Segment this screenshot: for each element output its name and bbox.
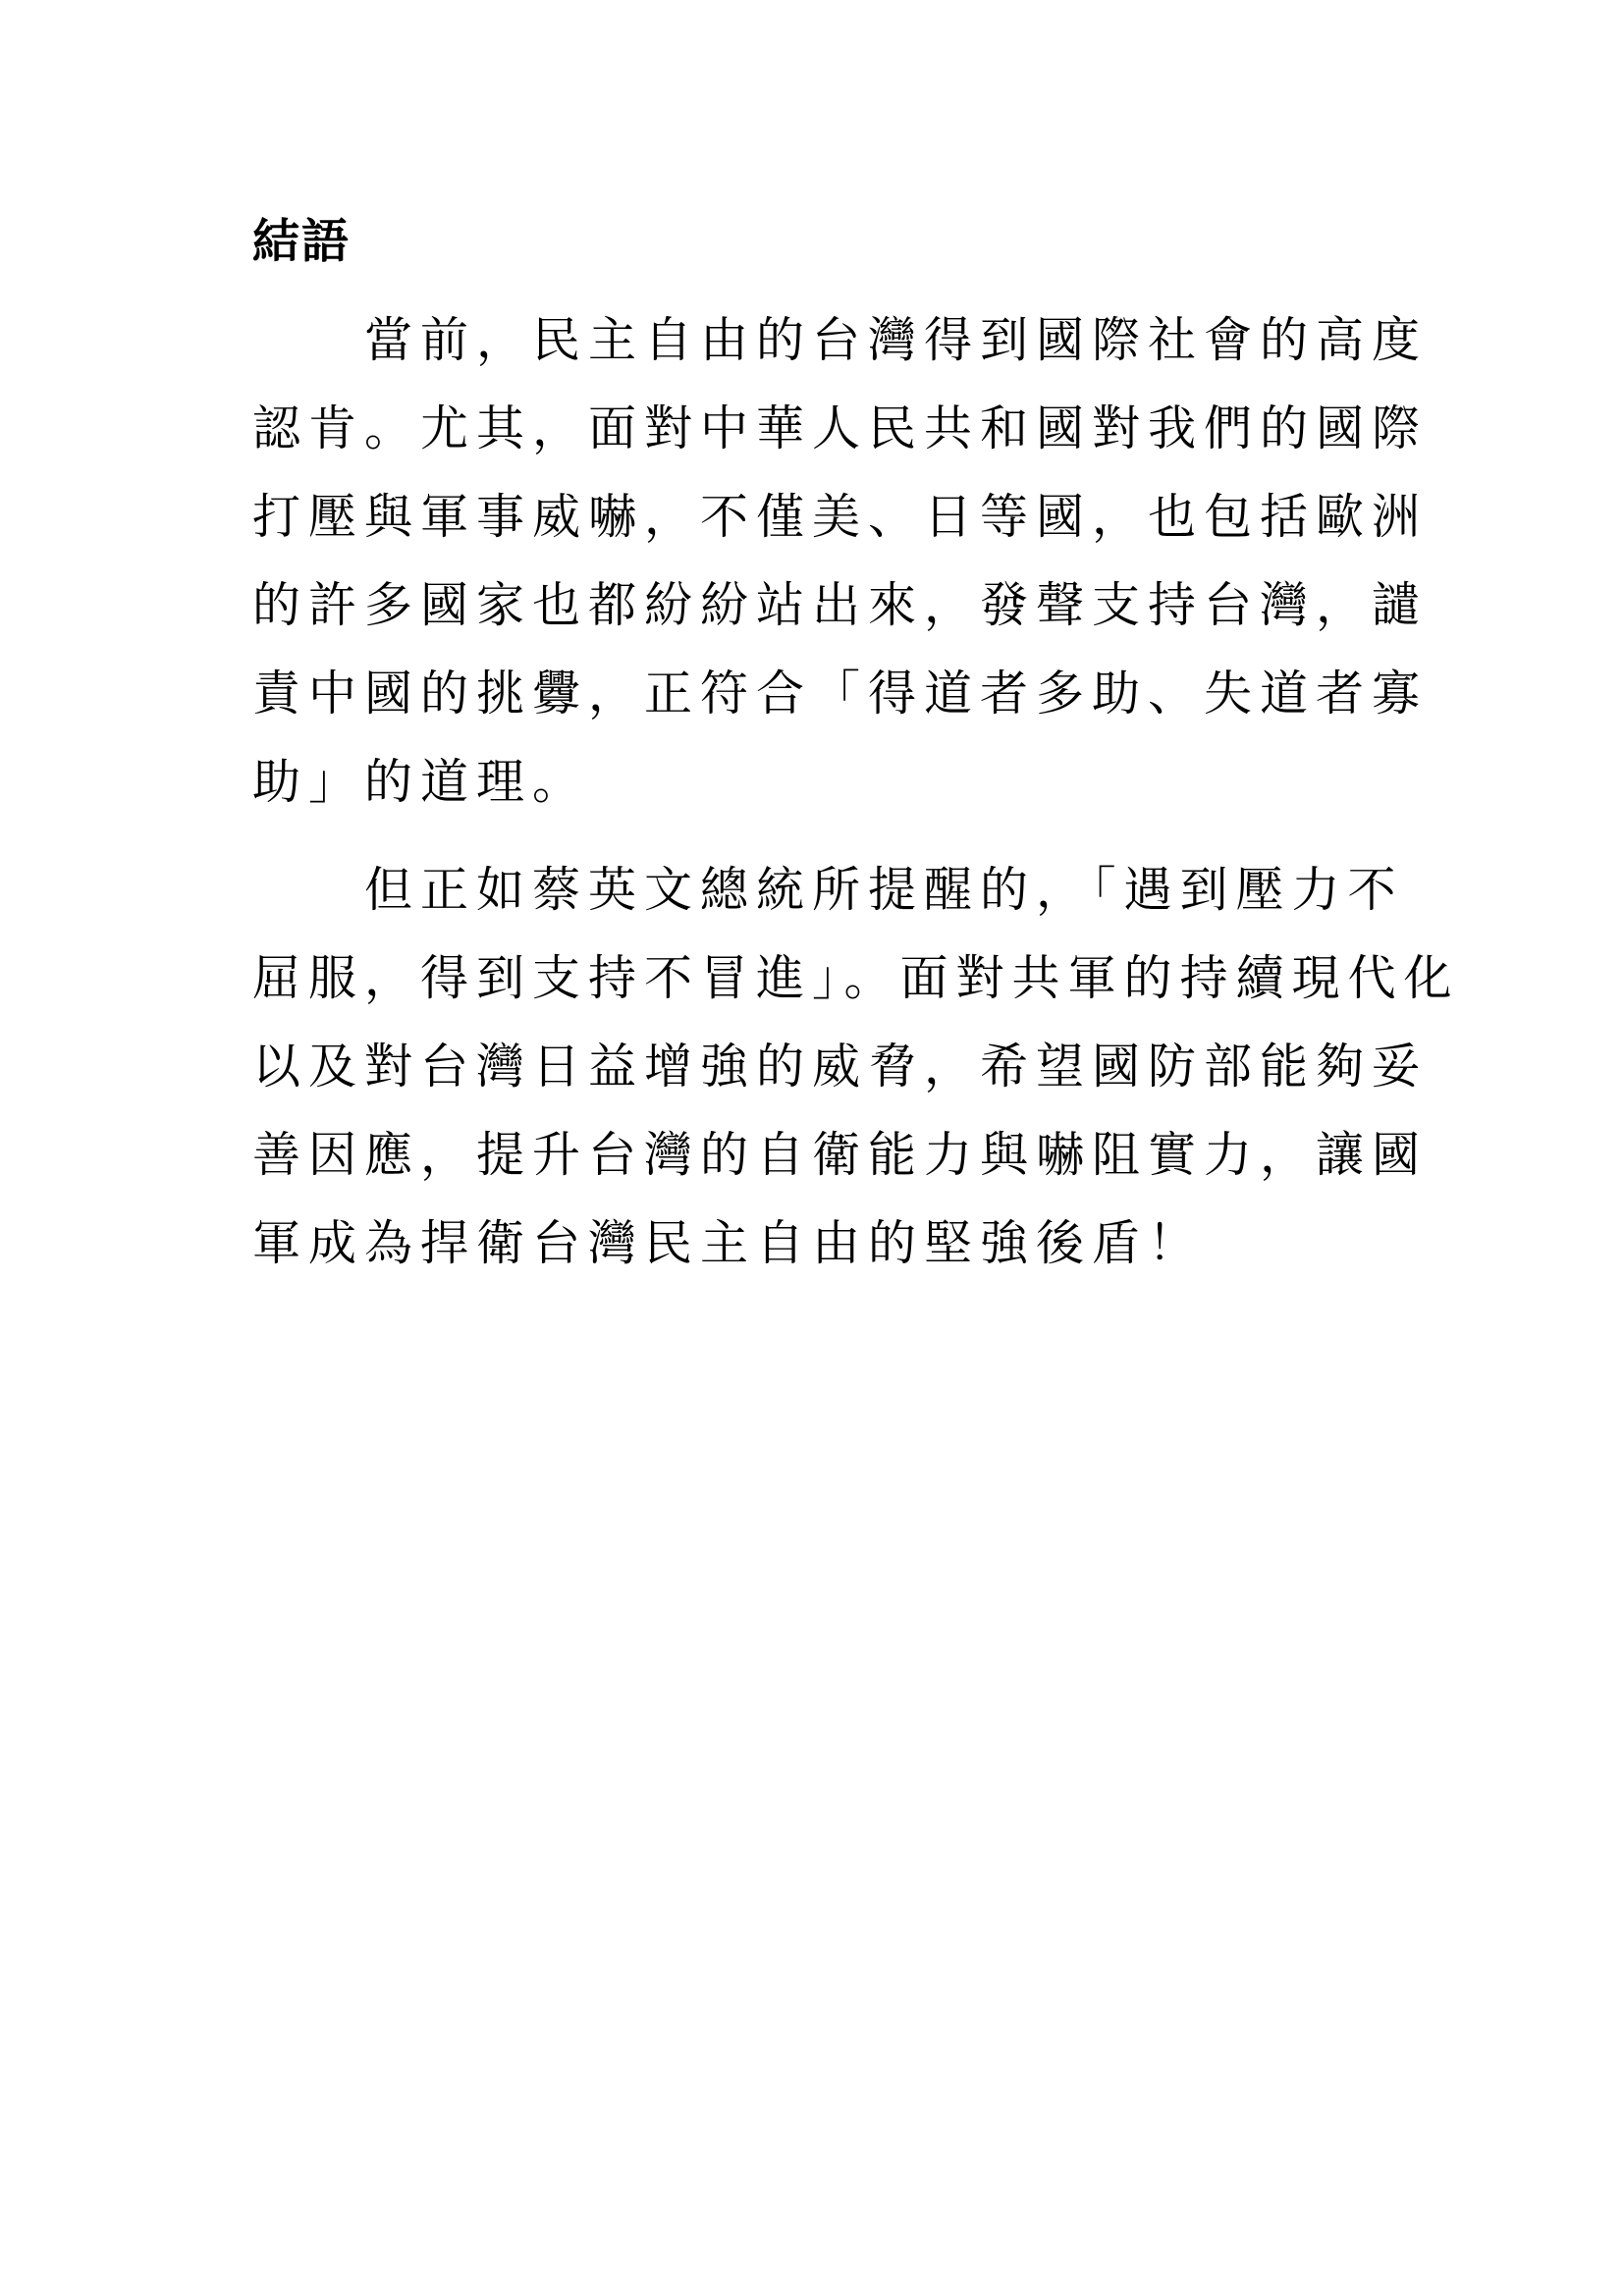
paragraph-2-line-5: 軍成為捍衛台灣民主自由的堅強後盾！ <box>252 1215 1205 1271</box>
paragraph-1-line-1: 當前，民主自由的台灣得到國際社會的高度 <box>252 312 1429 368</box>
paragraph-2-line-3: 以及對台灣日益增強的威脅，希望國防部能夠妥 <box>252 1039 1429 1095</box>
paragraph-1-line-5: 責中國的挑釁，正符合「得道者多助、失道者寡 <box>252 666 1429 721</box>
paragraph-1-line-3: 打壓與軍事威嚇，不僅美、日等國，也包括歐洲 <box>252 489 1429 545</box>
paragraph-1-line-4: 的許多國家也都紛紛站出來，發聲支持台灣，譴 <box>252 577 1429 633</box>
paragraph-1-line-2: 認肯。尤其，面對中華人民共和國對我們的國際 <box>252 400 1429 456</box>
paragraph-1-line-6: 助」的道理。 <box>252 754 589 810</box>
section-heading: 結語 <box>252 214 352 269</box>
paragraph-2-line-4: 善因應，提升台灣的自衛能力與嚇阻實力，讓國 <box>252 1127 1429 1183</box>
paragraph-2-line-2: 屈服，得到支持不冒進」。面對共軍的持續現代化 <box>252 950 1460 1006</box>
paragraph-2-line-1: 但正如蔡英文總統所提醒的，「遇到壓力不 <box>252 862 1404 918</box>
